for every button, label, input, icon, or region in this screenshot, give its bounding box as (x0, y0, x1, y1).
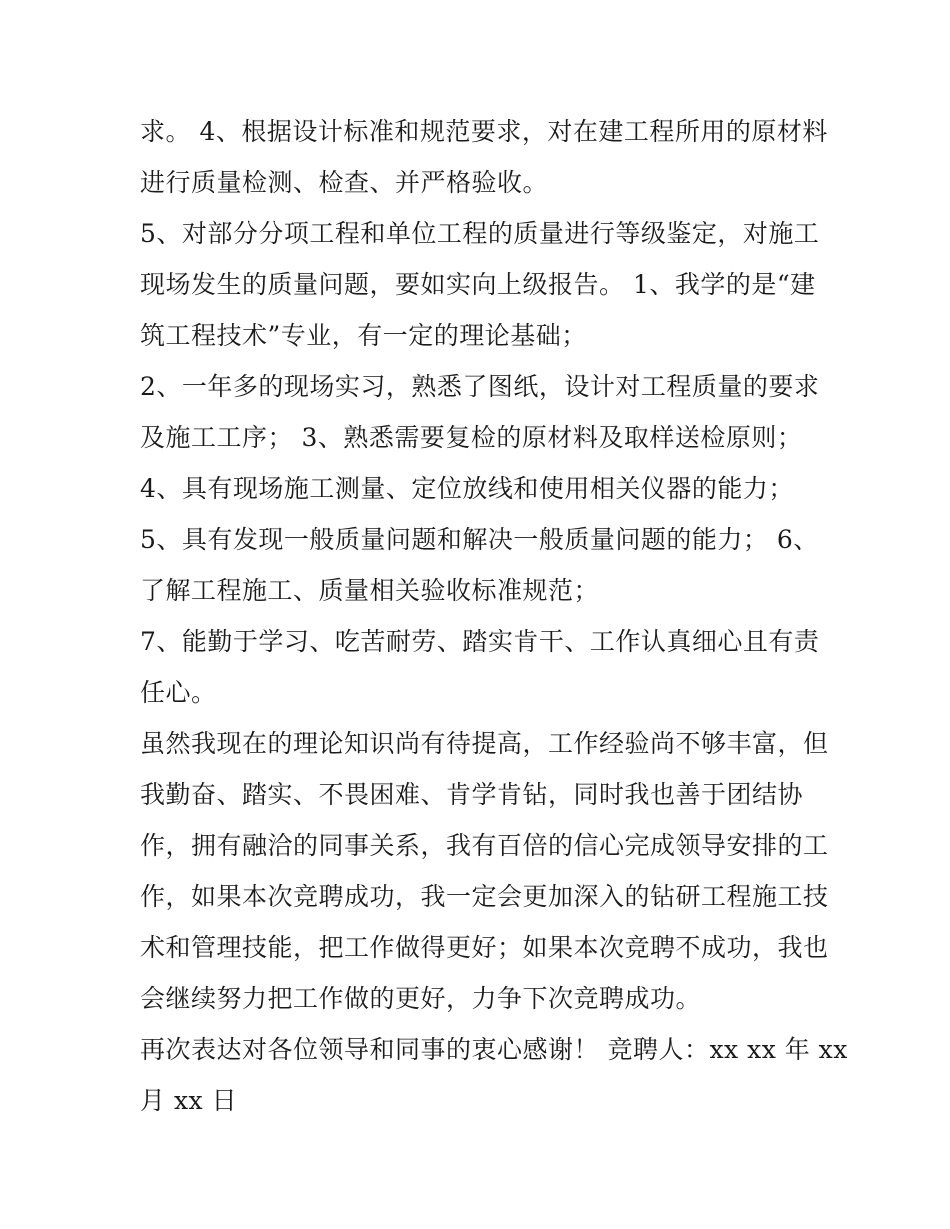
text-line: 求。 4、根据设计标准和规范要求，对在建工程所用的原材料 (140, 117, 828, 146)
text-line: 月 xx 日 (140, 1086, 238, 1115)
text-line: 虽然我现在的理论知识尚有待提高，工作经验尚不够丰富，但 (140, 729, 829, 758)
text-line: 了解工程施工、质量相关验收标准规范； (140, 576, 600, 605)
text-line: 术和管理技能，把工作做得更好；如果本次竞聘不成功，我也 (140, 933, 829, 962)
text-line: 5、具有发现一般质量问题和解决一般质量问题的能力； 6、 (140, 525, 819, 554)
text-line: 我勤奋、踏实、不畏困难、肯学肯钻，同时我也善于团结协 (140, 780, 804, 809)
text-line: 4、具有现场施工测量、定位放线和使用相关仪器的能力； (140, 474, 794, 503)
text-line: 会继续努力把工作做的更好，力争下次竞聘成功。 (140, 984, 702, 1013)
text-line: 及施工工序； 3、熟悉需要复检的原材料及取样送检原则； (140, 423, 803, 452)
text-line: 2、一年多的现场实习，熟悉了图纸，设计对工程质量的要求 (140, 372, 820, 401)
text-line: 5、对部分分项工程和单位工程的质量进行等级鉴定，对施工 (140, 219, 820, 248)
text-line: 进行质量检测、检查、并严格验收。 (140, 168, 549, 197)
text-line: 作，拥有融洽的同事关系，我有百倍的信心完成领导安排的工 (140, 831, 829, 860)
text-line: 再次表达对各位领导和同事的衷心感谢！ 竞聘人：xx xx 年 xx (140, 1035, 848, 1064)
text-line: 7、能勤于学习、吃苦耐劳、踏实肯干、工作认真细心且有责 (140, 627, 820, 656)
document-body (140, 106, 848, 1126)
text-line: 任心。 (140, 678, 217, 707)
text-line: 作，如果本次竞聘成功，我一定会更加深入的钻研工程施工技 (140, 882, 829, 911)
text-line: 筑工程技术”专业，有一定的理论基础； (140, 321, 587, 350)
text-line: 现场发生的质量问题，要如实向上级报告。 1、我学的是“建 (140, 270, 816, 299)
